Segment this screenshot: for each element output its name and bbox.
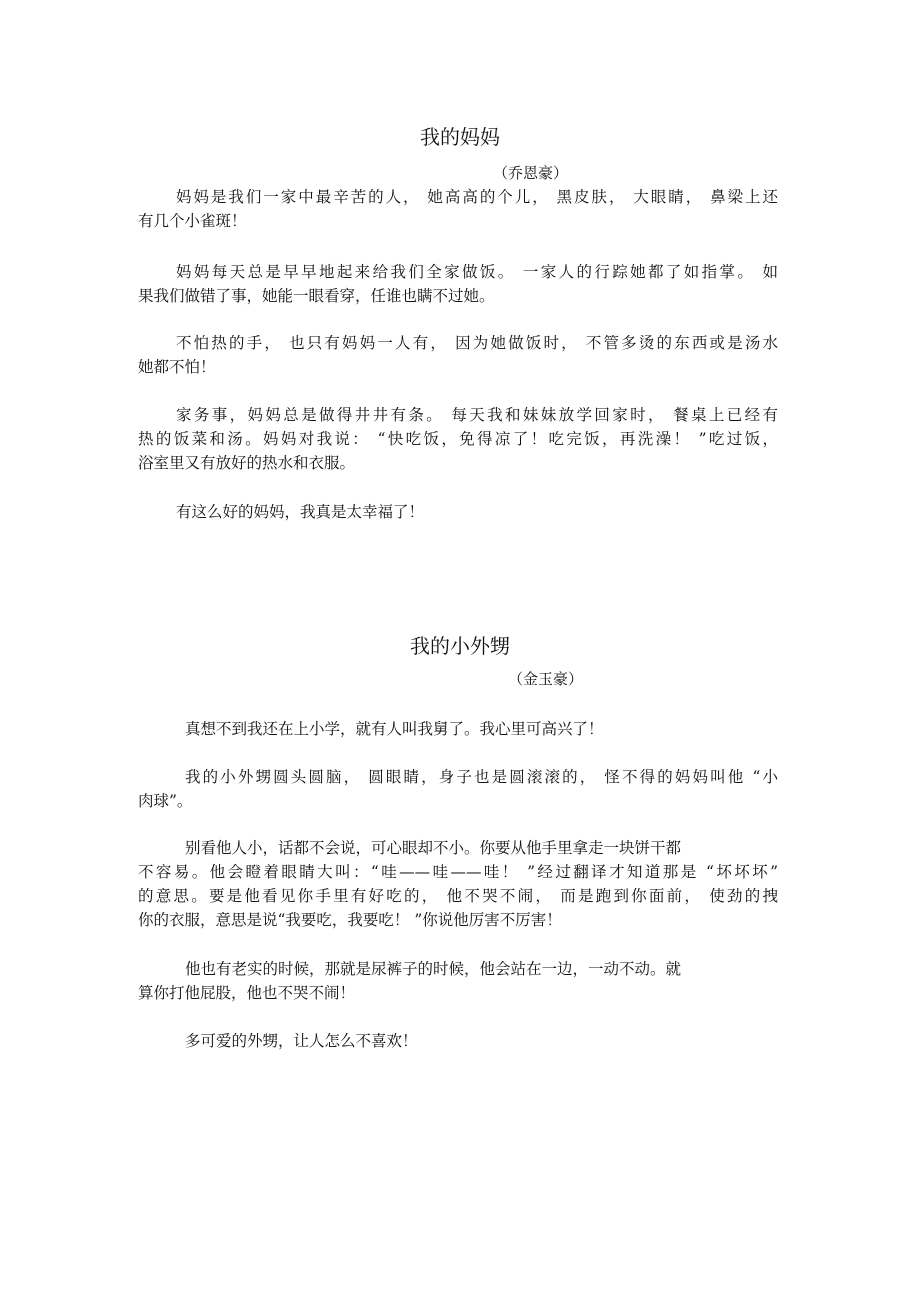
text-line: 家务事，妈妈总是做得井井有条。 每天我和妹妹放学回家时， 餐桌上已经有 — [176, 406, 778, 424]
essay2-paragraph-5 — [138, 1029, 778, 1053]
text-line: 我的小外甥圆头圆脑， 圆眼睛，身子也是圆滚滚的， 怪不得的妈妈叫他 “小 — [185, 768, 778, 786]
essay1-title: 我的妈妈 — [420, 125, 500, 149]
text-line: 肉球”。 — [138, 792, 193, 810]
text-line: 妈妈是我们一家中最辛苦的人， 她高高的个儿， 黑皮肤， 大眼睛， 鼻梁上还 — [176, 188, 778, 206]
essay2-title: 我的小外甥 — [410, 634, 510, 658]
text-line: 他也有老实的时候，那就是尿裤子的时候，他会站在一边，一动不动。就 — [185, 960, 682, 978]
essay2-author: （金玉豪） — [508, 670, 584, 688]
text-line: 不容易。他会瞪着眼睛大叫：“哇——哇——哇！ ”经过翻译才知道那是 “坏坏坏” — [138, 863, 778, 881]
essay1-paragraph-2 — [138, 260, 778, 308]
essay2-paragraph-2 — [138, 765, 778, 813]
text-line: 的意思。要是他看见你手里有好吃的， 他不哭不闹， 而是跑到你面前， 使劲的拽 — [138, 887, 778, 905]
text-line: 不怕热的手， 也只有妈妈一人有， 因为她做饭时， 不管多烫的东西或是汤水 — [176, 334, 778, 352]
text-line: 热的饭菜和汤。妈妈对我说： “快吃饭，免得凉了！吃完饭，再洗澡！ ”吃过饭， — [138, 430, 778, 448]
text-line: 果我们做错了事，她能一眼看穿，任谁也瞒不过她。 — [138, 287, 495, 305]
essay1-paragraph-5 — [138, 500, 778, 524]
essay2-paragraph-4 — [138, 957, 778, 1005]
essay1-paragraph-1 — [138, 185, 778, 233]
text-line: 你的衣服，意思是说“我要吃，我要吃！ ”你说他厉害不厉害！ — [138, 911, 562, 929]
text-line: 浴室里又有放好的热水和衣服。 — [138, 454, 356, 472]
text-line: 她都不怕！ — [138, 358, 216, 376]
essay2-paragraph-1 — [138, 717, 778, 741]
text-line: 妈妈每天总是早早地起来给我们全家做饭。 一家人的行踪她都了如指掌。 如 — [176, 263, 778, 281]
essay1-paragraph-4 — [138, 403, 778, 475]
text-line: 算你打他屁股，他也不哭不闹！ — [138, 984, 356, 1002]
text-line: 多可爱的外甥，让人怎么不喜欢！ — [185, 1032, 418, 1050]
essay1-author: （乔恩豪） — [493, 164, 569, 182]
text-line: 真想不到我还在上小学，就有人叫我舅了。我心里可高兴了！ — [185, 720, 604, 738]
text-line: 有这么好的妈妈，我真是太幸福了！ — [176, 503, 425, 521]
essay1-paragraph-3 — [138, 331, 778, 379]
essay2-paragraph-3 — [138, 836, 778, 932]
text-line: 别看他人小，话都不会说，可心眼却不小。你要从他手里拿走一块饼干都 — [185, 839, 682, 857]
text-line: 有几个小雀斑！ — [138, 212, 247, 230]
